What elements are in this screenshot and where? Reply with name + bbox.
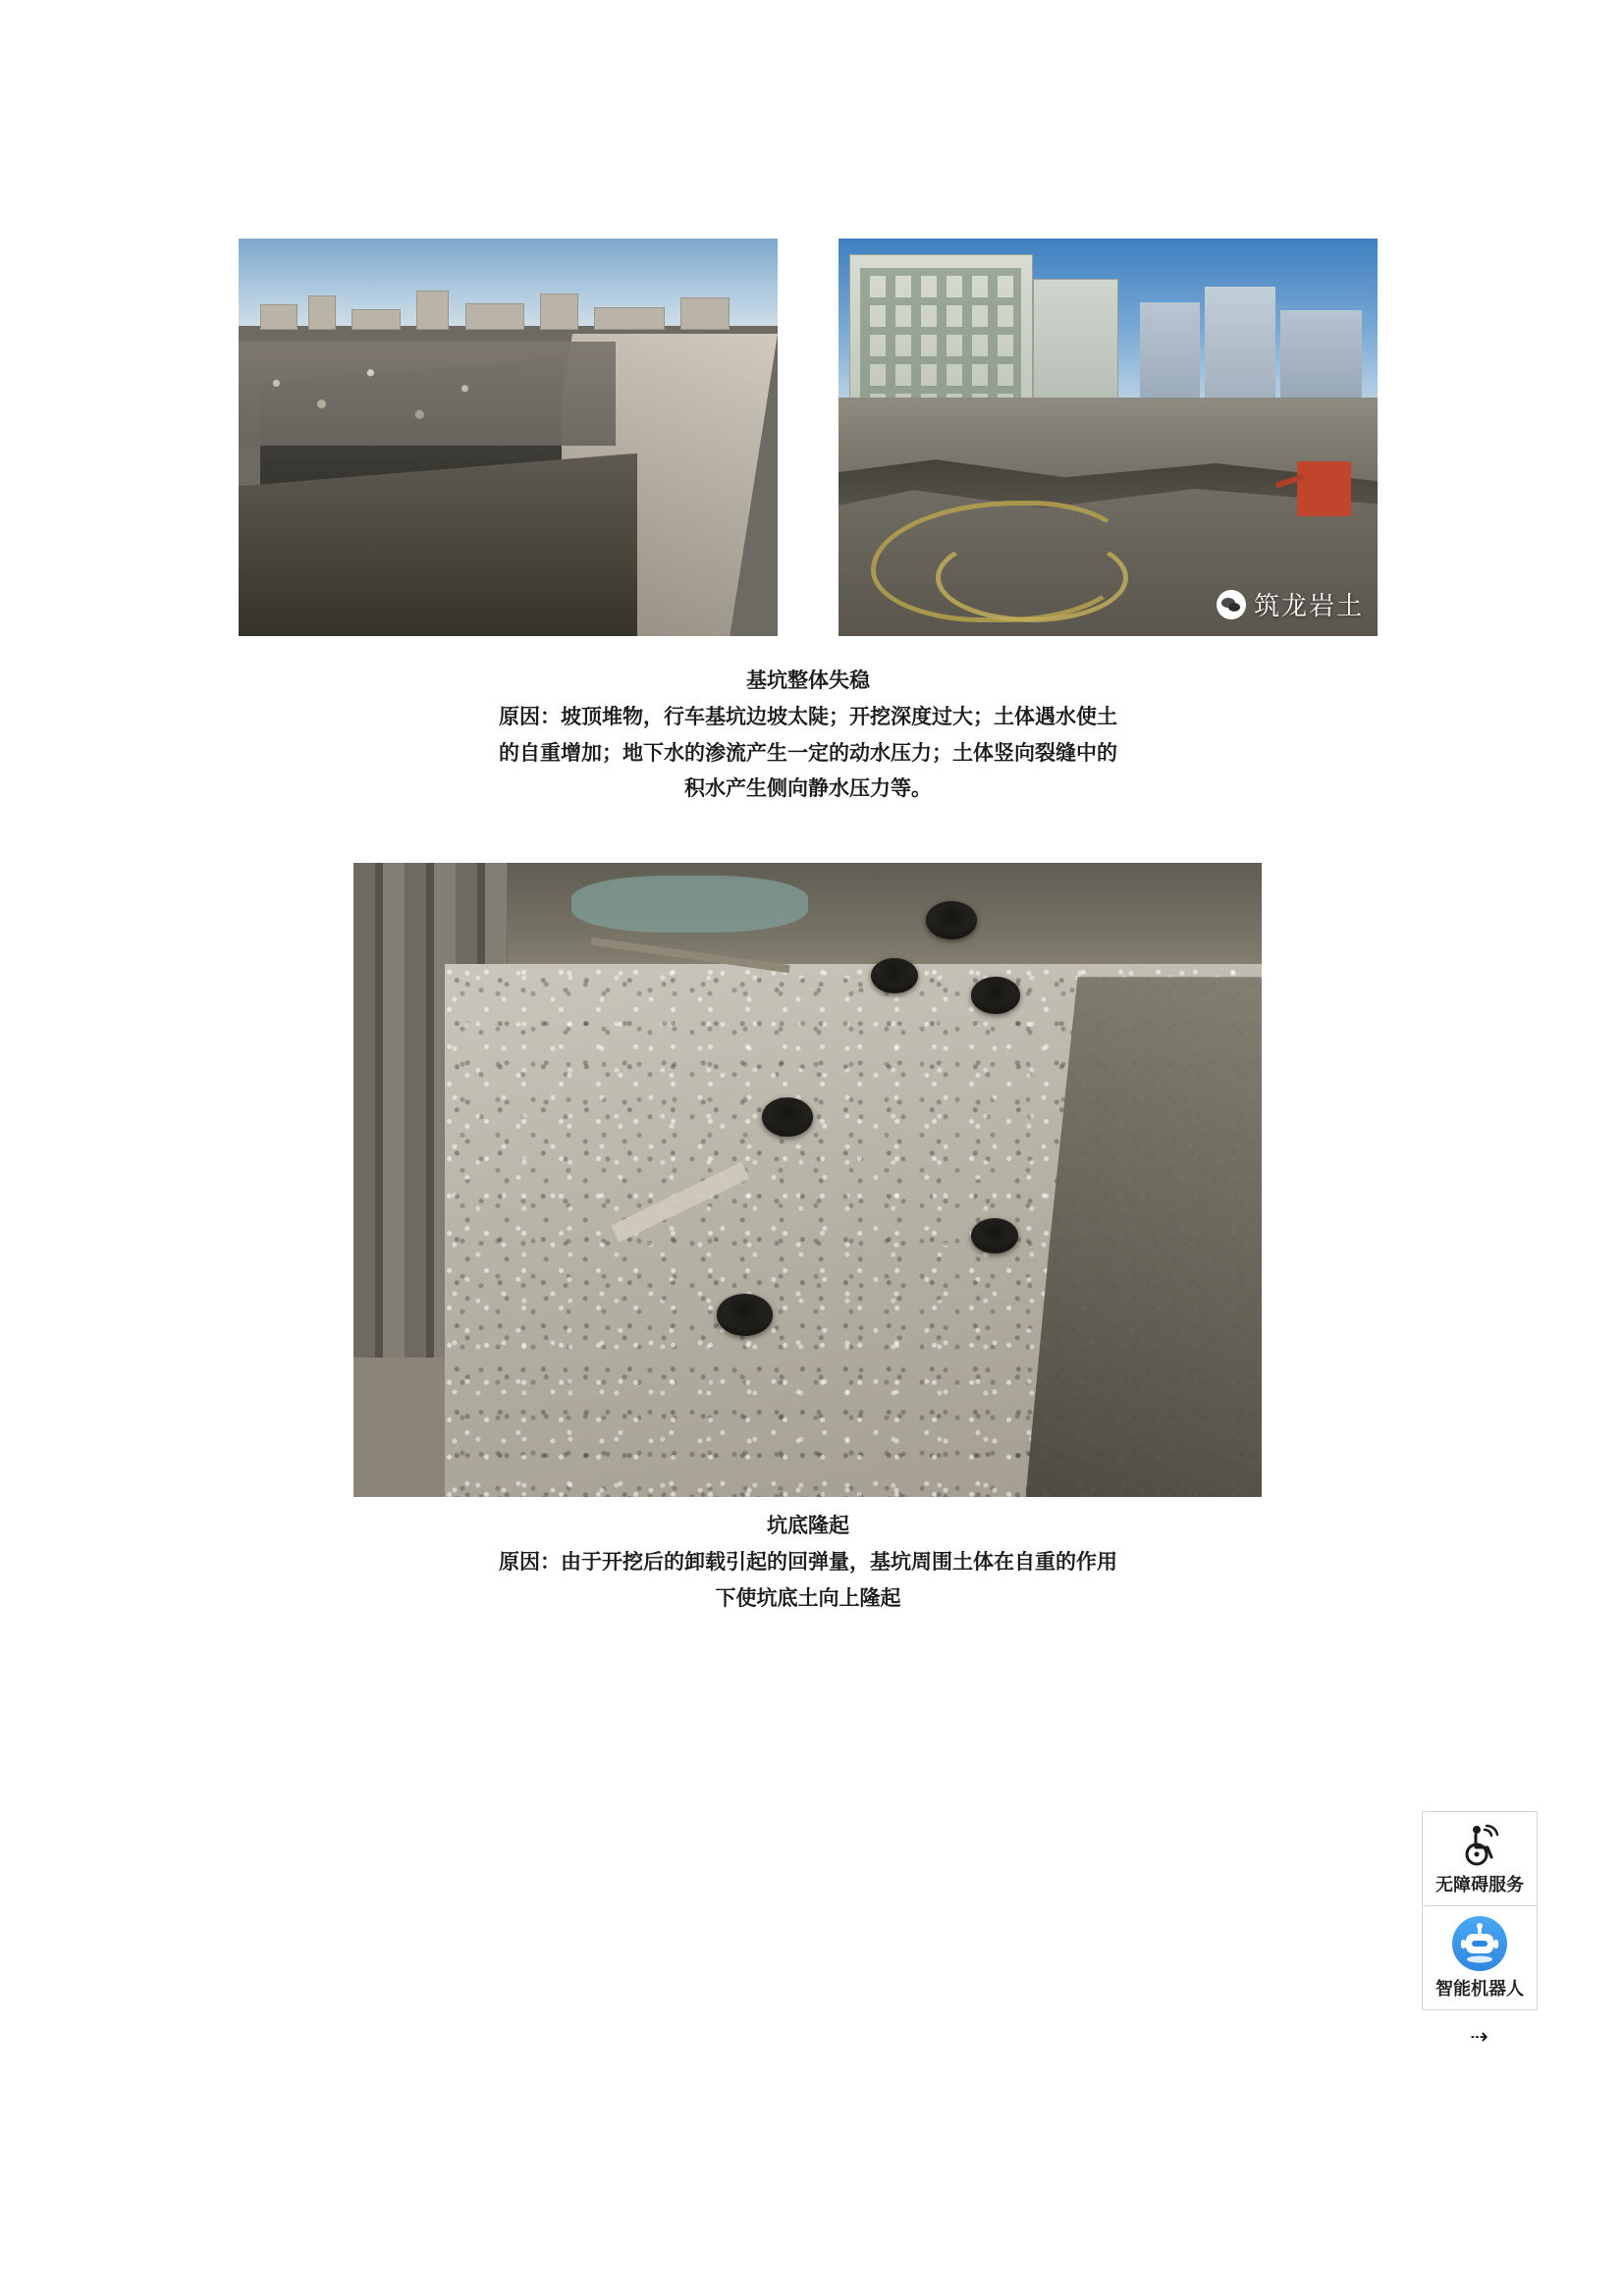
photo-rubble <box>239 342 616 445</box>
photo-hose <box>936 533 1129 622</box>
photo-bore-hole <box>762 1097 813 1137</box>
photo-bore-hole <box>717 1294 773 1336</box>
wechat-logo-icon <box>1217 590 1246 619</box>
photo-standing-water <box>571 876 808 933</box>
robot-head-icon <box>1452 1916 1507 1971</box>
figure-top-caption-line: 积水产生侧向静水压力等。 <box>684 777 932 801</box>
photo-bore-hole <box>926 901 977 939</box>
road-subsidence-photo <box>839 239 1378 636</box>
wheelchair-accessibility-icon <box>1457 1824 1502 1867</box>
robot-glyph <box>1452 1916 1507 1971</box>
excavation-trench-collapse-photo <box>239 239 778 636</box>
figure-top-caption <box>239 664 1378 808</box>
photo-residential-building <box>849 254 1033 421</box>
photo-highrise-tower <box>1205 287 1274 414</box>
figure-top-caption-line: 的自重增加；地下水的渗流产生一定的动水压力；土体竖向裂缝中的 <box>499 741 1117 765</box>
figure-bottom-caption-title: 坑底隆起 <box>767 1515 849 1537</box>
accessibility-service-label: 无障碍服务 <box>1435 1875 1524 1895</box>
accessibility-service-widget[interactable] <box>1422 1811 1538 1906</box>
photo-excavator <box>1297 461 1351 517</box>
photo-bore-hole <box>971 977 1020 1013</box>
figure-bottom-caption-line: 原因：由于开挖后的卸载引起的回弹量，基坑周围土体在自重的作用 <box>499 1550 1117 1574</box>
figure-bottom-caption-line: 下使坑底土向上隆起 <box>715 1586 901 1610</box>
collapse-widgets-arrow[interactable]: ⇢ <box>1470 2024 1489 2049</box>
figure-top-image-row <box>239 239 1378 636</box>
floating-widget-stack <box>1422 1811 1538 2050</box>
figure-top-caption-line: 原因：坡顶堆物，行车基坑边坡太陡；开挖深度过大；土体遇水使土 <box>499 705 1117 728</box>
photo-bore-hole <box>971 1218 1018 1254</box>
photo-bore-hole <box>871 958 918 993</box>
figure-top-caption-title: 基坑整体失稳 <box>746 669 870 692</box>
watermark <box>1217 586 1364 622</box>
smart-robot-label: 智能机器人 <box>1435 1979 1524 1999</box>
pit-bottom-heave-photo <box>353 863 1262 1497</box>
smart-robot-widget[interactable] <box>1422 1906 1538 2010</box>
watermark-text: 筑龙岩土 <box>1253 591 1364 620</box>
figure-bottom-caption <box>239 1509 1378 1617</box>
